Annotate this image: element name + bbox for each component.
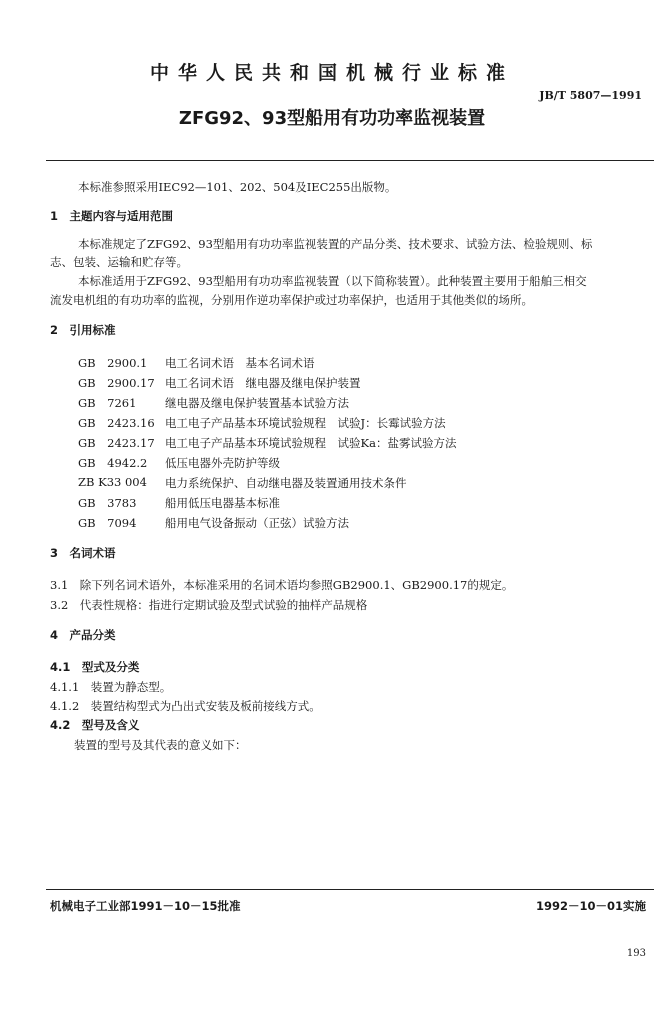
reference-code: GB 7094 [78,516,137,530]
section-4-2-heading: 4.2 型号及含义 [50,718,140,732]
reference-code: GB 7261 [78,396,137,410]
section-3-item-1: 3.1 除下列名词术语外，本标准采用的名词术语均参照GB2900.1、GB2900.17的规定。 [50,578,514,592]
standard-category-heading: 中华人民共和国机械行业标准 [149,62,514,84]
reference-title: 电工名词术语 继电器及继电保护装置 [165,376,361,390]
section-1-paragraph-2-line-1: 本标准适用于ZFG92、93型船用有功功率监视装置（以下简称装置）。此种装置主要用于船舶三相交 [78,274,587,288]
section-3-heading: 3 名词术语 [50,546,116,560]
preface-text: 本标准参照采用IEC92—101、202、504及IEC255出版物。 [78,180,397,194]
reference-title: 电工电子产品基本环境试验规程 试验Ka：盐雾试验方法 [165,436,457,450]
standard-number: JB/T 5807—1991 [539,89,642,102]
reference-title: 电力系统保护、自动继电器及装置通用技术条件 [165,476,407,490]
document-title: ZFG92、93型船用有功功率监视装置 [178,108,486,129]
reference-code: GB 3783 [78,496,137,510]
reference-code: GB 4942.2 [78,456,148,470]
section-4-1-2-item: 4.1.2 装置结构型式为凸出式安装及板前接线方式。 [50,699,321,713]
reference-code: ZB K33 004 [78,475,147,489]
implementation-date: 1992－10－01实施 [535,899,646,913]
page-number: 193 [626,948,646,959]
section-1-paragraph-1-line-1: 本标准规定了ZFG92、93型船用有功功率监视装置的产品分类、技术要求、试验方法、检验规则、标 [78,237,593,251]
approval-date: 机械电子工业部1991－10－15批准 [50,899,241,913]
reference-title: 船用电气设备振动（正弦）试验方法 [165,516,349,530]
reference-title: 船用低压电器基本标准 [165,496,280,510]
reference-code: GB 2423.17 [78,436,155,450]
reference-title: 继电器及继电保护装置基本试验方法 [165,396,349,410]
section-3-item-2: 3.2 代表性规格：指进行定期试验及型式试验的抽样产品规格 [50,598,368,612]
section-4-2-paragraph: 装置的型号及其代表的意义如下： [74,738,247,752]
section-4-heading: 4 产品分类 [50,628,116,642]
section-2-heading: 2 引用标准 [50,323,116,337]
section-4-1-1-item: 4.1.1 装置为静态型。 [50,680,172,694]
section-1-paragraph-2-line-2: 流发电机组的有功功率的监视，分别用作逆功率保护或过功率保护，也适用于其他类似的场所。 [50,293,533,307]
reference-title: 电工电子产品基本环境试验规程 试验J：长霉试验方法 [165,416,446,430]
footer-divider [46,889,654,890]
reference-title: 低压电器外壳防护等级 [165,456,280,470]
section-4-1-heading: 4.1 型式及分类 [50,660,140,674]
reference-code: GB 2423.16 [78,416,155,430]
header-divider [46,160,654,161]
reference-code: GB 2900.17 [78,376,155,390]
reference-title: 电工名词术语 基本名词术语 [165,356,315,370]
section-1-heading: 1 主题内容与适用范围 [50,209,174,223]
reference-code: GB 2900.1 [78,356,148,370]
section-1-paragraph-1-line-2: 志、包装、运输和贮存等。 [50,255,188,269]
